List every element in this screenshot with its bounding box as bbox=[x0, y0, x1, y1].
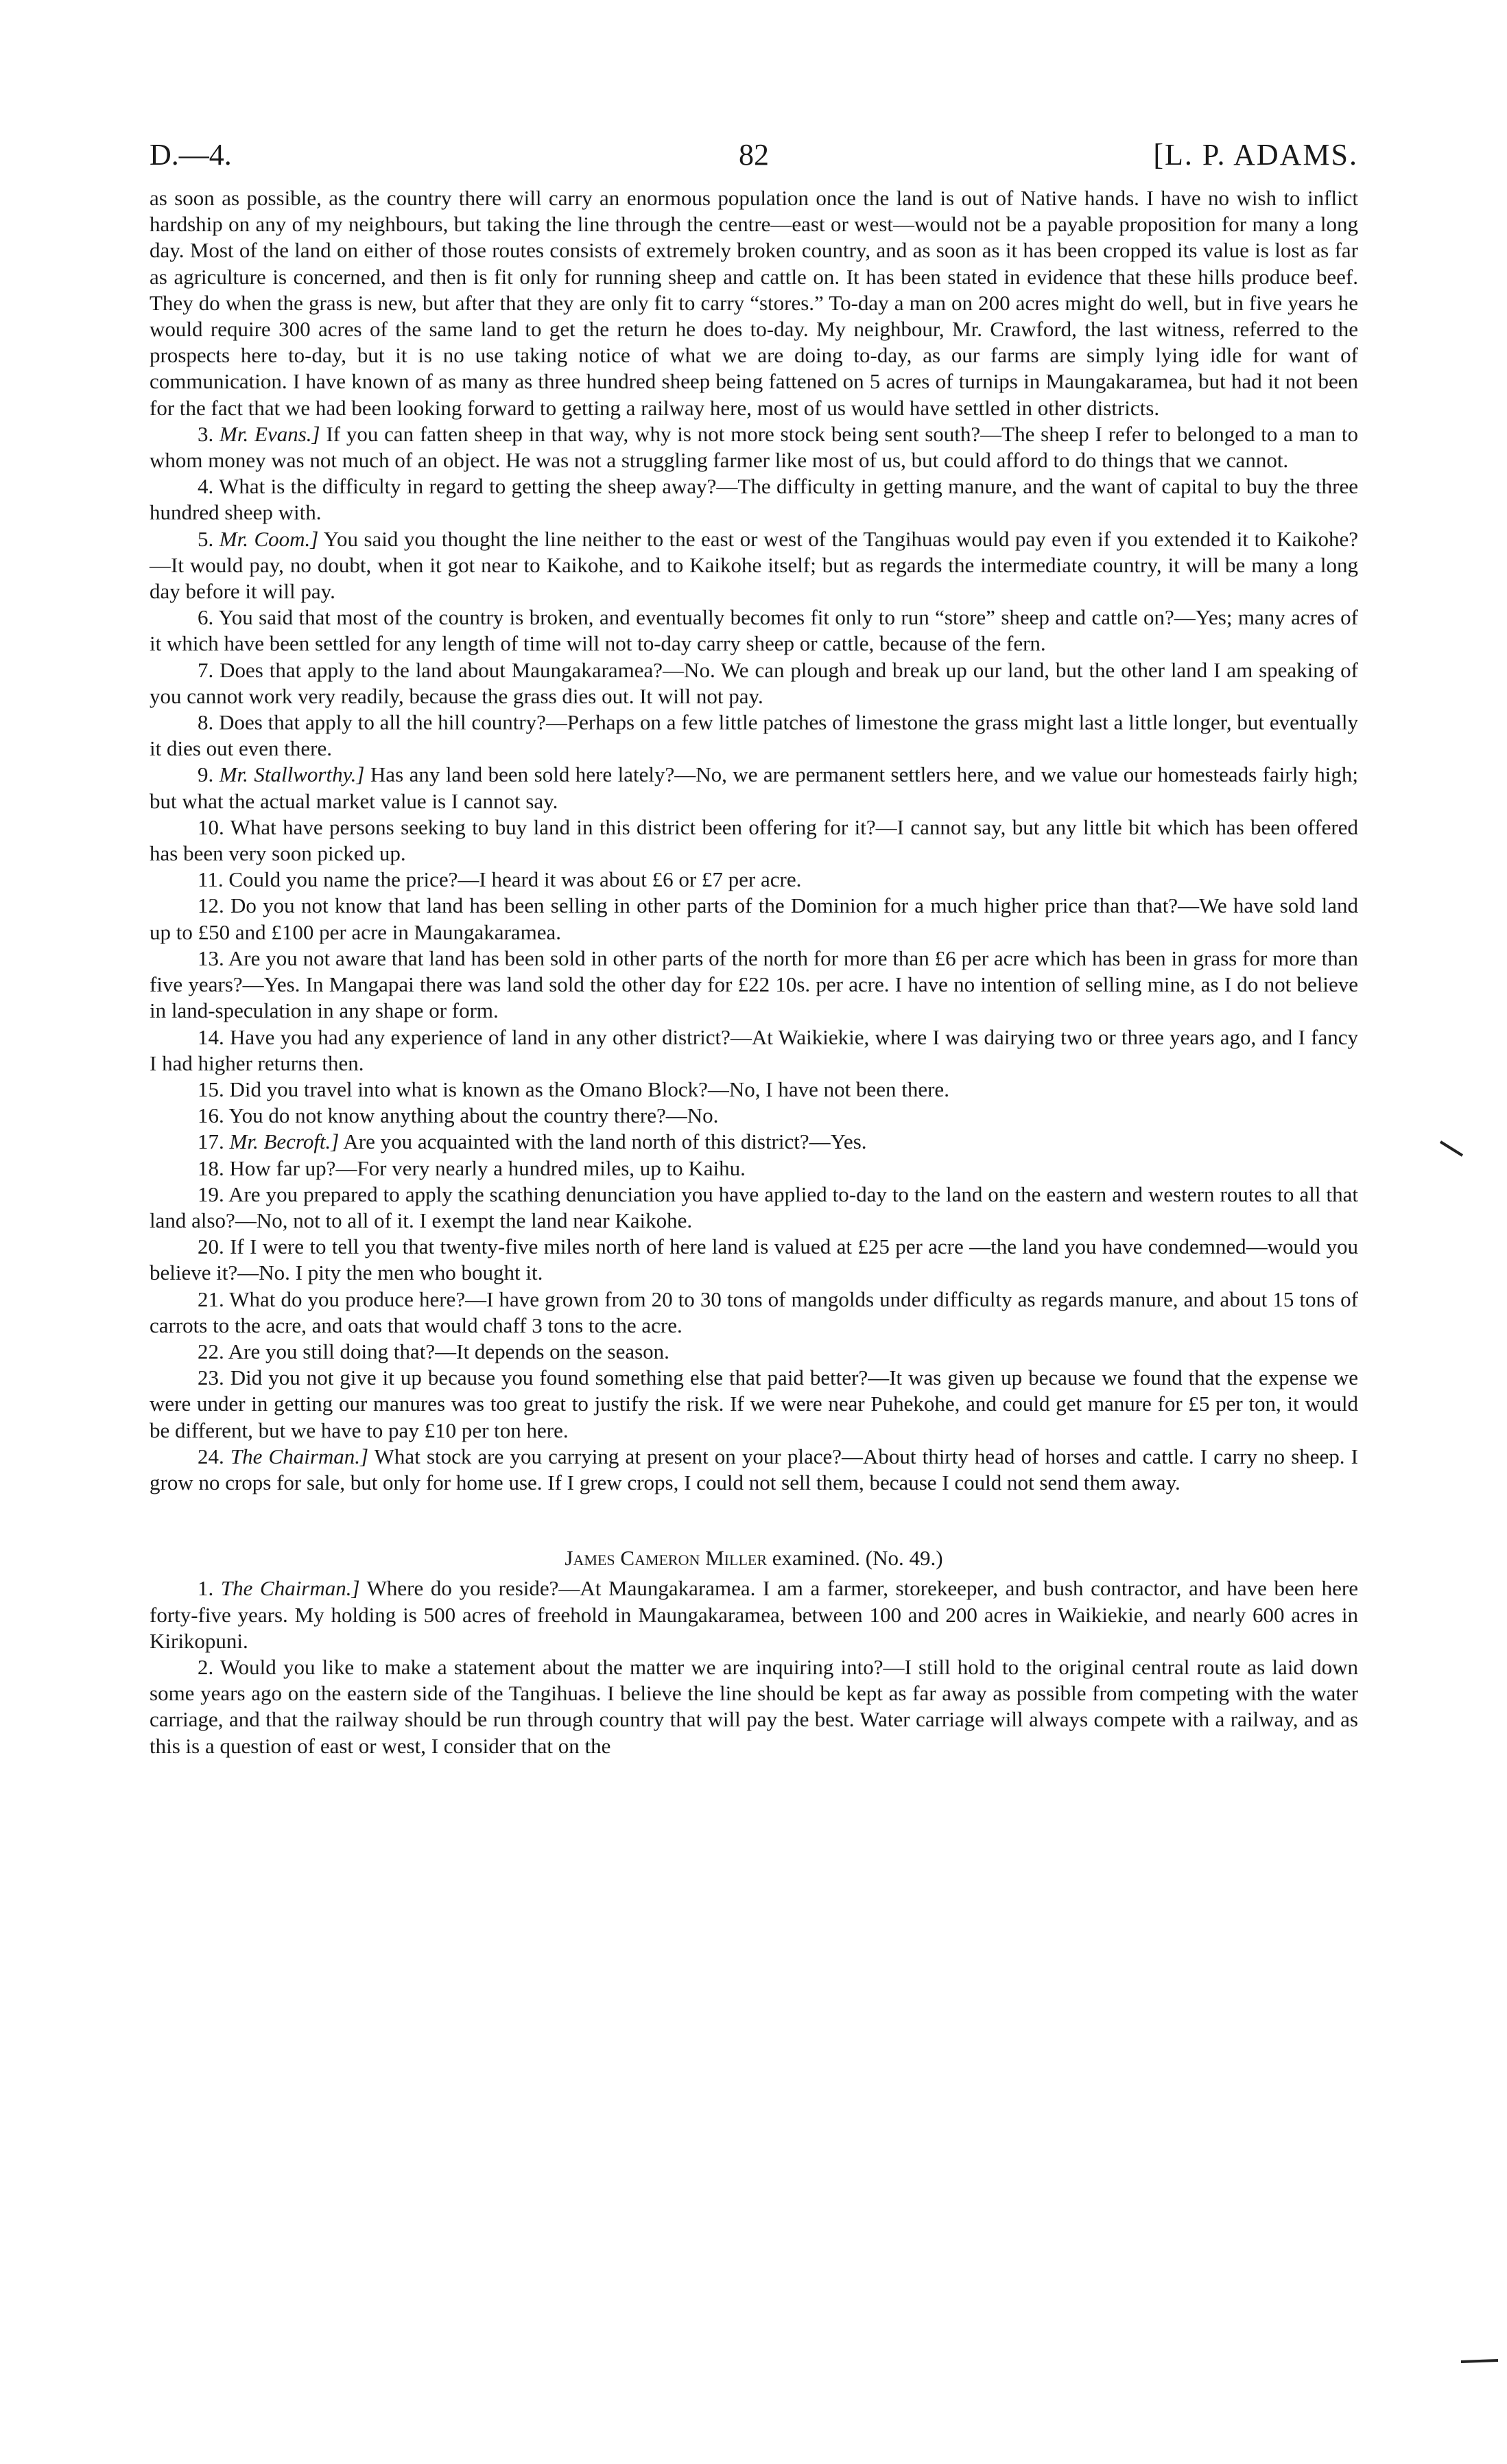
continued-paragraph: as soon as possible, as the country there will carry an enormous population once the land is out of Native hands. I have no wish to inflict hardship on any of my neighbours, but taking the line through the centre—east or west—would not be a payable proposition for many a long day. Most of the land on either of those routes consists of extremely broken country, and as soon as it has been cropped its value is lost as far as agriculture is concerned, and then is fit only for running sheep and cattle on. It has been stated in evidence that these hills produce beef. They do when the grass is new, but after that they are only fit to carry “stores.” To-day a man on 200 acres might do well, but in five years he would require 300 acres of the same land to get the return he does to-day. My neighbour, Mr. Crawford, the last witness, referred to the prospects here to-day, but it is no use taking notice of what we are doing to-day, as our farms are simply lying idle for want of communication. I have known of as many as three hundred sheep being fattened on 5 acres of turnips in Maungakaramea, but had it not been for the fact that we had been looking forward to getting a railway here, most of us would have settled in other districts. bbox=[150, 186, 1358, 420]
document-page bbox=[150, 137, 1358, 1759]
question-text: What do you produce here?—I have grown from 20 to 30 tons of mangolds under difficulty as regards manure, and about 15 tons of carrots to the acre, and oats that would chaff 3 tons to the acre. bbox=[150, 1287, 1358, 1337]
question-number: 2. bbox=[198, 1654, 214, 1679]
question-number: 22. bbox=[198, 1339, 224, 1363]
question-answer bbox=[150, 1654, 1358, 1759]
question-text: Does that apply to the land about Maungakaramea?—No. We can plough and break up our land, but the other land I am speaking of you cannot work very readily, because the grass dies out. It will not pay. bbox=[150, 657, 1358, 708]
question-number: 11. bbox=[198, 867, 224, 892]
question-answer bbox=[150, 1444, 1358, 1496]
question-text: Would you like to make a statement about the matter we are inquiring into?—I still hold to the original central route as laid down some years ago on the eastern side of the Tangihuas. I believe the line should be kept as far away as possible from competing with the water carriage, and that the railway should be run through country that will pay the best. Water carriage will always compete with a railway, and as this is a question of east or west, I consider that on the bbox=[150, 1654, 1358, 1758]
question-answer bbox=[150, 421, 1358, 473]
question-answer bbox=[150, 946, 1358, 1024]
question-list bbox=[150, 421, 1358, 1496]
question-text: Did you not give it up because you found something else that paid better?—It was given up because we found that the expense we were under in getting our manures was too great to justify the risk. If we were near Puhekohe, and could get manure for £5 per ton, it would be different, but we have to pay £10 per ton here. bbox=[150, 1365, 1358, 1442]
question-number: 8. bbox=[198, 710, 214, 735]
question-number: 4. bbox=[198, 474, 214, 499]
question-answer bbox=[150, 473, 1358, 526]
question-text: If I were to tell you that twenty-five miles north of here land is valued at £25 per acre —the land you have condemned—would you believe it?—No. I pity the men who bought it. bbox=[150, 1234, 1358, 1285]
question-number: 6. bbox=[198, 605, 214, 630]
question-answer bbox=[150, 814, 1358, 867]
question-answer bbox=[150, 1339, 1358, 1365]
question-answer bbox=[150, 1287, 1358, 1339]
question-answer bbox=[150, 1103, 1358, 1129]
question-text: Have you had any experience of land in any other district?—At Waikiekie, where I was dairying two or three years ago, and I fancy I had higher returns then. bbox=[150, 1024, 1358, 1075]
question-answer bbox=[150, 1077, 1358, 1103]
question-answer bbox=[150, 867, 1358, 893]
scan-mark bbox=[1439, 1139, 1467, 1160]
question-text: Does that apply to all the hill country?—Perhaps on a few little patches of limestone the grass might last a little longer, but eventually it dies out even there. bbox=[150, 710, 1358, 761]
question-answer bbox=[150, 1155, 1358, 1182]
question-list-2 bbox=[150, 1575, 1358, 1759]
question-answer bbox=[150, 709, 1358, 762]
question-answer bbox=[150, 1129, 1358, 1155]
question-text: What stock are you carrying at present on your place?—About thirty head of horses and cattle. I carry no sheep. I grow no crops for sale, but only for home use. If I grew crops, I could not sell them, because I could not send them away. bbox=[150, 1444, 1358, 1494]
speaker-name: The Chairman.] bbox=[220, 1576, 360, 1601]
question-number: 23. bbox=[198, 1365, 224, 1390]
speaker-name: Mr. Stallworthy.] bbox=[219, 762, 365, 787]
question-number: 9. bbox=[198, 762, 214, 787]
document-reference: D.—4. bbox=[150, 138, 232, 172]
question-text: Could you name the price?—I heard it was about £6 or £7 per acre. bbox=[223, 867, 802, 892]
witness-name-header: [L. P. ADAMS. bbox=[1153, 138, 1358, 172]
page-number: 82 bbox=[739, 138, 769, 172]
question-text: Are you still doing that?—It depends on the season. bbox=[224, 1339, 669, 1363]
question-answer bbox=[150, 605, 1358, 657]
question-text: You said that most of the country is broken, and eventually becomes fit only to run “store” sheep and cattle on?—Yes; many acres of it which have been settled for any length of time will not to-day carry sheep or cattle, because of the fern. bbox=[150, 605, 1358, 656]
question-answer bbox=[150, 526, 1358, 605]
question-number: 20. bbox=[198, 1234, 224, 1259]
question-text: How far up?—For very nearly a hundred miles, up to Kaihu. bbox=[224, 1155, 746, 1180]
question-number: 15. bbox=[198, 1077, 224, 1101]
question-number: 5. bbox=[198, 526, 214, 551]
question-answer bbox=[150, 893, 1358, 945]
speaker-name: Mr. Evans.] bbox=[219, 421, 320, 446]
question-number: 17. bbox=[198, 1129, 224, 1154]
witness-heading bbox=[150, 1545, 1358, 1571]
witness-name: James Cameron Miller bbox=[565, 1546, 768, 1571]
question-answer bbox=[150, 1575, 1358, 1654]
question-text: Did you travel into what is known as the Omano Block?—No, I have not been there. bbox=[224, 1077, 949, 1101]
question-text: Do you not know that land has been selling in other parts of the Dominion for a much higher price than that?—We have sold land up to £50 and £100 per acre in Maungakaramea. bbox=[150, 893, 1358, 944]
speaker-name: Mr. Coom.] bbox=[219, 526, 319, 551]
question-answer bbox=[150, 1365, 1358, 1444]
question-answer bbox=[150, 1182, 1358, 1234]
question-text: Are you prepared to apply the scathing denunciation you have applied to-day to the land on the eastern and western routes to all that land also?—No, not to all of it. I exempt the land near Kaikohe. bbox=[150, 1182, 1358, 1232]
question-number: 3. bbox=[198, 421, 214, 446]
question-answer bbox=[150, 1234, 1358, 1286]
question-answer bbox=[150, 762, 1358, 814]
question-number: 14. bbox=[198, 1024, 224, 1049]
question-number: 13. bbox=[198, 946, 224, 970]
question-answer bbox=[150, 1024, 1358, 1077]
question-number: 19. bbox=[198, 1182, 224, 1206]
scan-mark bbox=[1460, 2357, 1501, 2367]
question-number: 21. bbox=[198, 1287, 224, 1311]
question-text: What have persons seeking to buy land in this district been offering for it?—I cannot say, but any little bit which has been offered has been very soon picked up. bbox=[150, 814, 1358, 866]
question-text: Are you acquainted with the land north of this district?—Yes. bbox=[339, 1129, 867, 1154]
speaker-name: Mr. Becroft.] bbox=[229, 1129, 340, 1154]
question-text: Are you not aware that land has been sold in other parts of the north for more than £6 per acre which has been in grass for more than five years?—Yes. In Mangapai there was land sold the other day for £22 10s. per acre. I have no intention of selling mine, as I do not believe in land-speculation in any shape or form. bbox=[150, 946, 1358, 1023]
witness-heading-suffix: examined. (No. 49.) bbox=[767, 1546, 943, 1571]
question-text: What is the difficulty in regard to getting the sheep away?—The difficulty in getting manure, and the want of capital to buy the three hundred sheep with. bbox=[150, 474, 1358, 525]
question-number: 10. bbox=[198, 814, 224, 839]
body-text bbox=[150, 185, 1358, 1759]
question-number: 24. bbox=[198, 1444, 224, 1468]
question-text: If you can fatten sheep in that way, why is not more stock being sent south?—The sheep I refer to belonged to a man to whom money was not much of an object. He was not a struggling farmer like most of us, but could afford to do things that we cannot. bbox=[150, 421, 1358, 473]
question-number: 7. bbox=[198, 657, 214, 682]
page-header bbox=[150, 137, 1358, 185]
question-number: 16. bbox=[198, 1103, 224, 1128]
question-number: 1. bbox=[198, 1576, 214, 1601]
question-text: Where do you reside?—At Maungakaramea. I am a farmer, storekeeper, and bush contractor, and have been here forty-five years. My holding is 500 acres of freehold in Maungakaramea, between 100 and 200 acres in Waikiekie, and nearly 600 acres in Kirikopuni. bbox=[150, 1576, 1358, 1653]
question-number: 18. bbox=[198, 1155, 224, 1180]
question-text: You do not know anything about the country there?—No. bbox=[224, 1103, 719, 1128]
question-answer bbox=[150, 657, 1358, 709]
question-text: You said you thought the line neither to the east or west of the Tangihuas would pay even if you extended it to Kaikohe?—It would pay, no doubt, when it got near to Kaikohe, and to Kaikohe itself; but as regards the intermediate country, it will be many a long day before it will pay. bbox=[150, 526, 1358, 604]
question-number: 12. bbox=[198, 893, 224, 918]
speaker-name: The Chairman.] bbox=[230, 1444, 369, 1468]
question-text: Has any land been sold here lately?—No, we are permanent settlers here, and we value our homesteads fairly high; but what the actual market value is I cannot say. bbox=[150, 762, 1358, 813]
